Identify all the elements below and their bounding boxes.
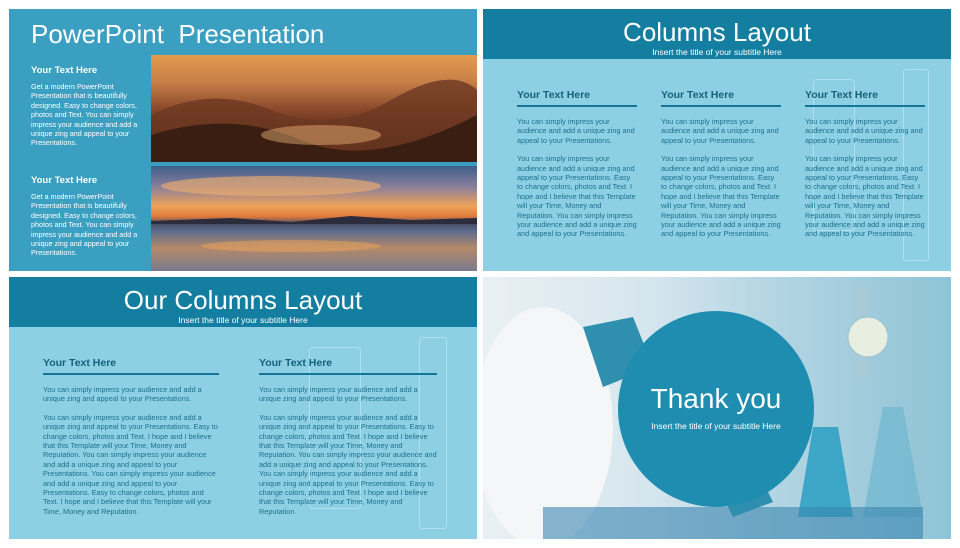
mountain-sunset-photo [151,55,477,162]
slide-subtitle: Insert the title of your subtitle Here [652,47,782,57]
slide-thumbnail-2[interactable] [483,9,951,271]
slide-title: PowerPoint Presentation [31,19,325,49]
column-paragraph: You can simply impress your audience and add a unique zing and appeal to your Presentations. [661,117,779,145]
slide-title: Columns Layout [623,17,811,47]
slide-thumbnail-3[interactable] [9,277,477,539]
title-circle [618,311,814,507]
column-paragraph: You can simply impress your audience and add a unique zing and appeal to your Presentations. Easy to change colors, photos and Text. I hope and I believe that this Template will your Time, Money and Reputation. You can simply impress your audience and add a unique zing and appeal to your Presentations. You can simply impress your audience and add a unique zing and appeal to your Presentations. Easy to change colors, photos and Text. I hope and I believe that this Template will your Time, Money and Reputation. [43,412,218,516]
text-heading: Your Text Here [31,65,98,76]
column-body [805,117,925,239]
lake-horizon [151,166,477,271]
text-column [805,89,925,248]
column-heading: Your Text Here [259,357,437,375]
column-paragraph: You can simply impress your audience and add a unique zing and appeal to your Presentations. [43,385,202,404]
column-body [517,117,637,239]
column-paragraph: You can simply impress your audience and add a unique zing and appeal to your Presentations. Easy to change colors, photos and Text. I hope and I believe that this Template will your Time, Money and Reputation. You can simply impress your audience and add a unique zing and appeal to your Presentations. [805,154,925,239]
column-body [259,385,437,516]
column-paragraph: You can simply impress your audience and add a unique zing and appeal to your Presentations. [517,117,635,145]
text-body: Get a modern PowerPoint Presentation that is beautifully designed. Easy to change colors, photos and Text. You can simply impress your audience and add a unique zing and appeal to your Presentations. [31,192,138,258]
column-paragraph: You can simply impress your audience and add a unique zing and appeal to your Presentations. Easy to change colors, photos and Text. I hope and I believe that this Template will your Time, Money and Reputation. You can simply impress your audience and add a unique zing and appeal to your Presentations. You can simply impress your audience and add a unique zing and appeal to your Presentations. Easy to change colors, photos and Text. I hope and I believe that this Template will your Time, Money and Reputation. [259,412,437,516]
slide-title: Thank you [650,383,782,414]
slide-subtitle: Insert the title of your subtitle Here [178,315,308,325]
column-heading: Your Text Here [43,357,219,375]
slide-subtitle: Insert the title of your subtitle Here [651,421,781,431]
text-heading: Your Text Here [31,175,98,186]
slide-thumbnail-4[interactable] [483,277,951,539]
text-column [661,89,781,248]
slide-thumbnail-1[interactable] [9,9,477,271]
text-column [259,357,437,525]
column-heading: Your Text Here [517,89,637,107]
column-paragraph: You can simply impress your audience and add a unique zing and appeal to your Presentations. [259,385,418,404]
lake-sunset-photo [151,166,477,271]
slide-title: Our Columns Layout [123,285,363,315]
column-body [43,385,219,516]
text-block [31,175,149,258]
text-block [31,65,149,148]
column-paragraph: You can simply impress your audience and add a unique zing and appeal to your Presentations. Easy to change colors, photos and Text. I hope and I believe that this Template will your Time, Money and Reputation. You can simply impress your audience and add a unique zing and appeal to your Presentations. [661,154,781,239]
text-column [43,357,219,525]
column-paragraph: You can simply impress your audience and add a unique zing and appeal to your Presentations. [805,117,923,145]
column-paragraph: You can simply impress your audience and add a unique zing and appeal to your Presentations. Easy to change colors, photos and Text. I hope and I believe that this Template will your Time, Money and Reputation. You can simply impress your audience and add a unique zing and appeal to your Presentations. [517,154,637,239]
text-column [517,89,637,248]
slide-header [483,9,951,59]
column-heading: Your Text Here [805,89,925,107]
hills-silhouette [151,55,477,162]
text-body: Get a modern PowerPoint Presentation that is beautifully designed. Easy to change colors, photos and Text. You can simply impress your audience and add a unique zing and appeal to your Presentations. [31,82,138,148]
slide-header [9,277,477,327]
column-body [661,117,781,239]
column-heading: Your Text Here [661,89,781,107]
